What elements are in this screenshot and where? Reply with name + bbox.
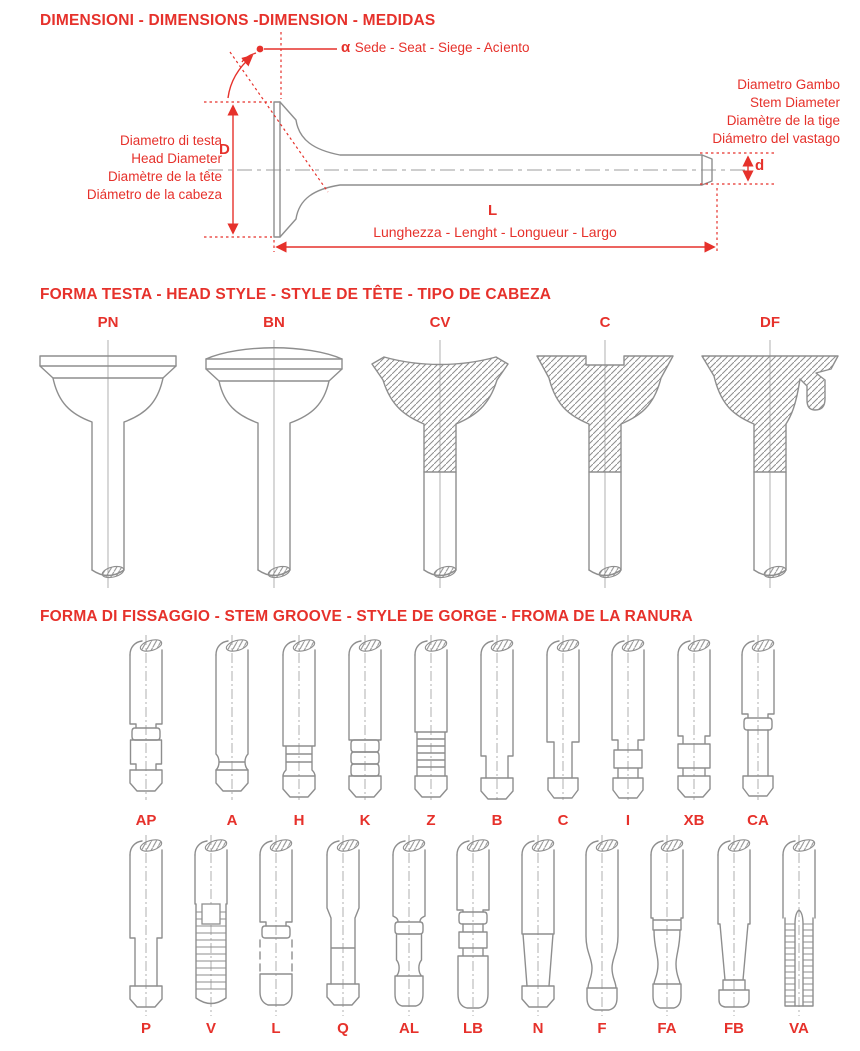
stem-figure-va (783, 835, 816, 1016)
stem-figure-k (349, 635, 382, 800)
stem-groove-label-fa: FA (657, 1020, 677, 1037)
stem-groove-label-ca: CA (747, 812, 769, 829)
head-style-label-bn: BN (263, 314, 285, 331)
stem-groove-label-h: H (293, 812, 305, 829)
head-style-title: FORMA TESTA - HEAD STYLE - STYLE DE TÊTE - TIPO DE CABEZA (40, 286, 552, 303)
dimension-lines (204, 32, 776, 252)
head-figure-df (702, 340, 838, 588)
length-label: Lunghezza - Lenght - Longueur - Largo (373, 224, 617, 240)
head-style-label-df: DF (760, 314, 780, 331)
stem-diameter-line-es: Diámetro del vastago (712, 131, 840, 146)
head-style-label-pn: PN (97, 314, 119, 331)
stem-groove-label-l: L (271, 1020, 281, 1037)
stem-groove-label-c: C (557, 812, 569, 829)
stem-groove-label-al: AL (399, 1020, 419, 1037)
stem-figure-v (195, 835, 228, 1016)
stem-groove-label-fb: FB (724, 1020, 744, 1037)
head-style-label-c: C (599, 314, 611, 331)
head-diameter-line-fr: Diamètre de la tête (107, 169, 222, 184)
stem-groove-label-z: Z (426, 812, 436, 829)
stem-diameter-label (712, 76, 840, 148)
head-figure-cv (372, 340, 508, 588)
length-symbol: L (488, 202, 498, 219)
head-diameter-line-en: Head Diameter (131, 151, 222, 166)
head-figure-c (537, 340, 673, 588)
head-diameter-line-it: Diametro di testa (119, 133, 222, 148)
stem-groove-label-n: N (532, 1020, 544, 1037)
head-figure-pn (40, 340, 176, 588)
stem-figure-al (393, 835, 426, 1016)
stem-groove-label-va: VA (789, 1020, 809, 1037)
stem-figure-p (130, 835, 163, 1016)
head-diameter-symbol: D (219, 141, 230, 158)
stem-figure-i (612, 635, 645, 800)
stem-figure-fb (718, 835, 751, 1016)
dimensions-title: DIMENSIONI - DIMENSIONS -DIMENSION - MEDIDAS (40, 12, 436, 29)
stem-groove-label-v: V (205, 1020, 217, 1037)
stem-groove-label-k: K (359, 812, 371, 829)
stem-groove-label-ap: AP (135, 812, 157, 829)
stem-diameter-symbol: d (755, 157, 765, 174)
stem-groove-title: FORMA DI FISSAGGIO - STEM GROOVE - STYLE DE GORGE - FROMA DE LA RANURA (40, 608, 693, 625)
stem-diameter-line-it: Diametro Gambo (737, 77, 840, 92)
valve-side-view (208, 102, 748, 237)
stem-figure-z (415, 635, 448, 800)
seat-angle-label (341, 39, 530, 57)
stem-groove-label-f: F (597, 1020, 607, 1037)
alpha-symbol: α (341, 39, 351, 56)
stem-diameter-line-en: Stem Diameter (749, 95, 840, 110)
head-figure-bn (206, 340, 342, 588)
stem-groove-label-a: A (226, 812, 238, 829)
head-style-label-cv: CV (429, 314, 451, 331)
stem-figure-l (260, 835, 293, 1016)
stem-figure-lb (457, 835, 490, 1016)
stem-figure-ap (130, 635, 163, 800)
seat-label: Sede - Seat - Siege - Acìento (354, 40, 530, 55)
stem-figure-h (283, 635, 316, 800)
stem-groove-label-lb: LB (463, 1020, 483, 1037)
stem-figure-b (481, 635, 514, 800)
stem-figure-f (586, 835, 619, 1016)
stem-figure-xb (678, 635, 711, 800)
stem-figure-q (327, 835, 360, 1016)
stem-groove-label-b: B (491, 812, 503, 829)
stem-groove-label-i: I (625, 812, 631, 829)
stem-groove-label-p: P (140, 1020, 152, 1037)
stem-figure-n (522, 835, 555, 1016)
stem-figure-fa (651, 835, 684, 1016)
head-diameter-line-es: Diámetro de la cabeza (86, 187, 222, 202)
stem-groove-label-q: Q (337, 1020, 349, 1037)
stem-groove-row1-figures (0, 630, 860, 816)
stem-figure-c (547, 635, 580, 800)
stem-figure-a (216, 635, 249, 800)
stem-figure-ca (742, 635, 775, 800)
stem-groove-label-xb: XB (683, 812, 705, 829)
stem-diameter-line-fr: Diamètre de la tige (726, 113, 840, 128)
head-style-figures (0, 330, 860, 600)
stem-groove-row2-figures (0, 834, 860, 1051)
head-diameter-label (87, 132, 222, 204)
